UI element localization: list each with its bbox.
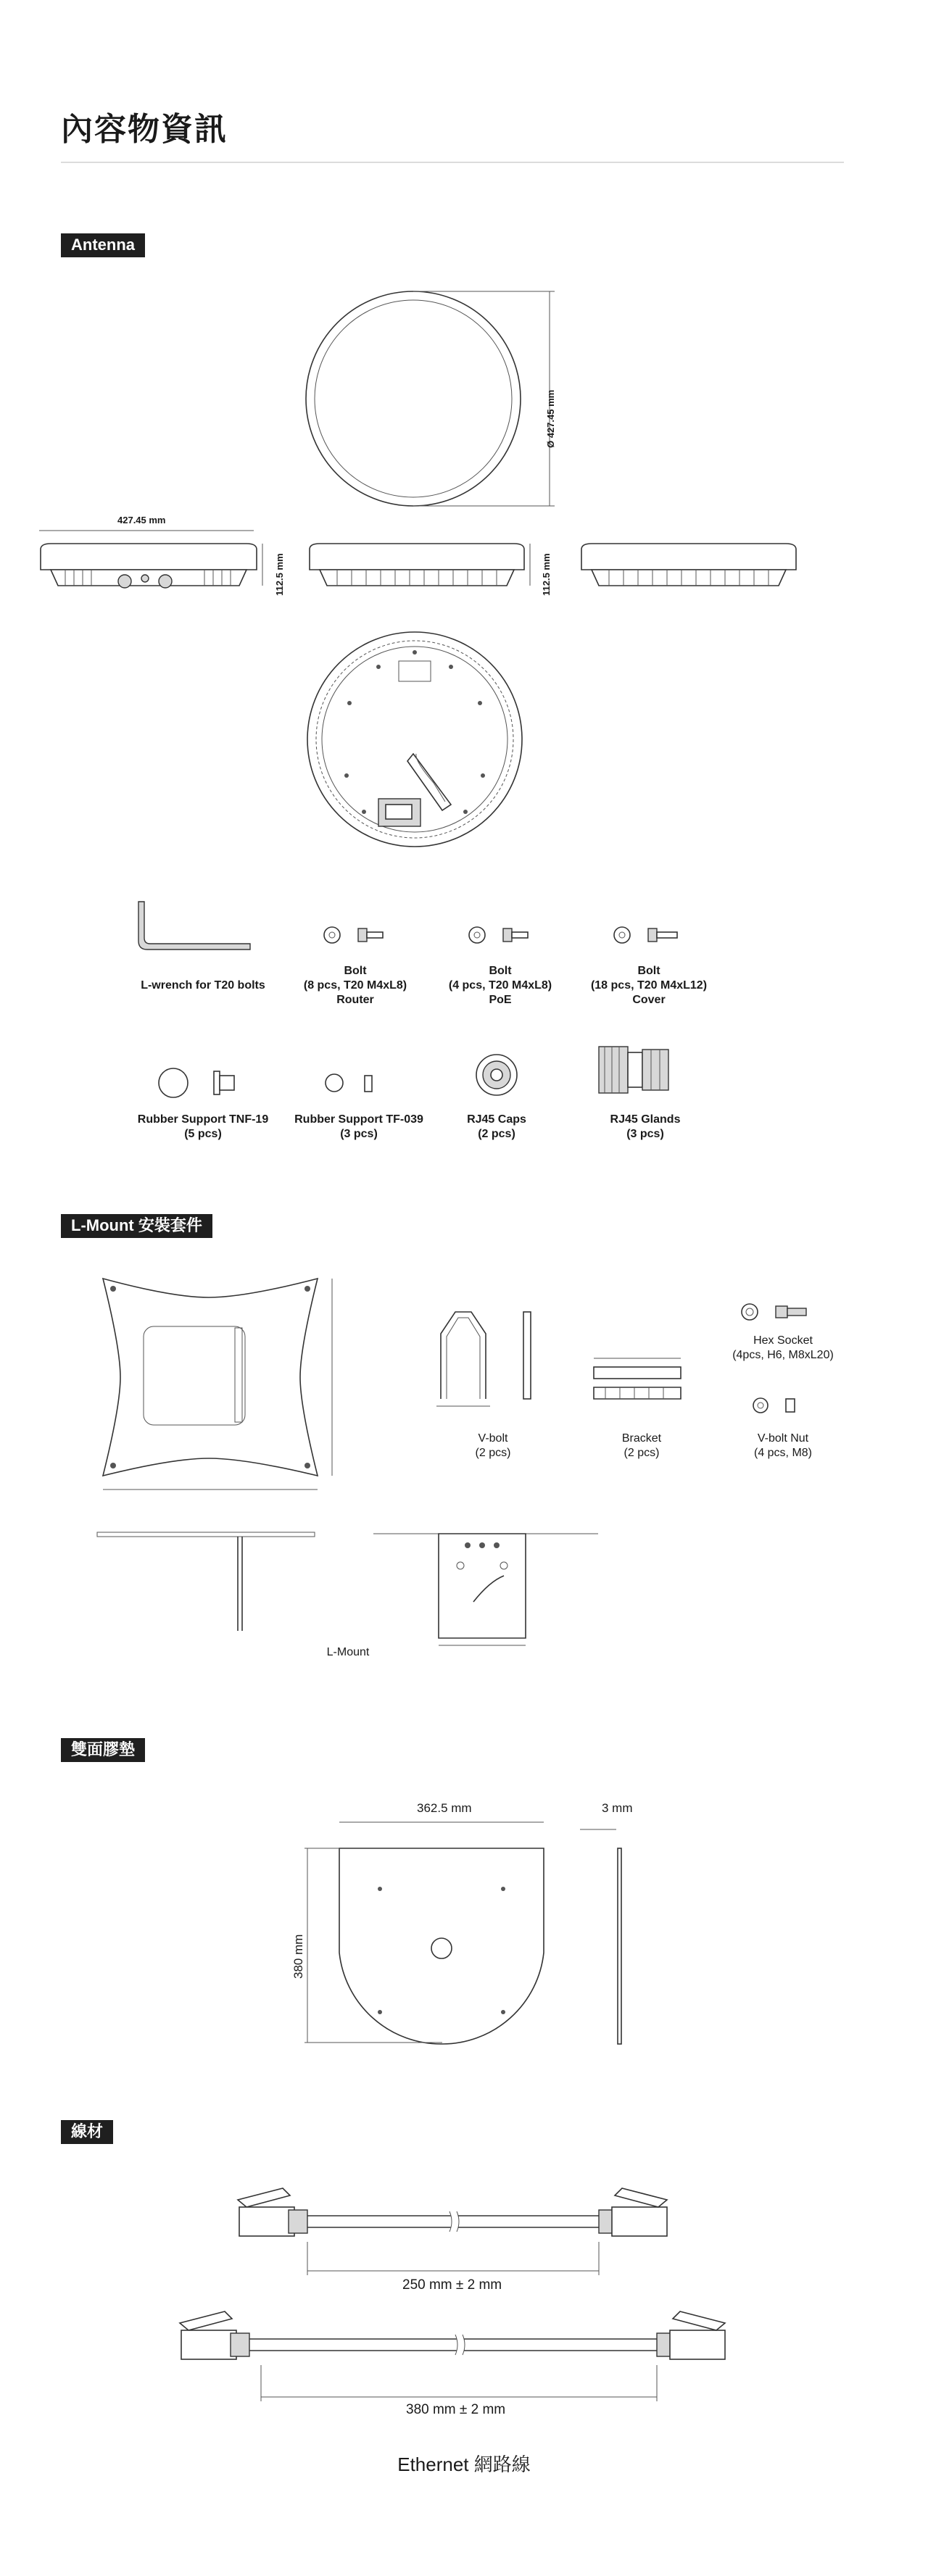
item-caption-bolt-poe: Bolt (4 pcs, T20 M4xL8) PoE bbox=[448, 965, 552, 1006]
lmount-caption: L-Mount bbox=[326, 1646, 370, 1658]
rubber-support-icon bbox=[323, 1071, 381, 1097]
lmount-plate-drawing bbox=[93, 1268, 347, 1515]
cable-length-380: 380 mm ± 2 mm bbox=[406, 2402, 506, 2417]
item-caption-l-wrench: L-wrench for T20 bolts bbox=[141, 979, 265, 992]
rj45-cap-icon bbox=[471, 1050, 522, 1100]
bolt-icon bbox=[322, 924, 387, 946]
rj45-gland-icon bbox=[596, 1042, 676, 1100]
antenna-side-view-back bbox=[580, 544, 805, 609]
antenna-side-view-middle bbox=[308, 544, 533, 609]
pad-thickness-dim: 3 mm bbox=[602, 1801, 633, 1815]
pad-height-dim: 380 mm bbox=[291, 1934, 305, 1979]
item-caption-rj45-glands: RJ45 Glands (3 pcs) bbox=[610, 1113, 681, 1140]
antenna-bottom-view bbox=[306, 631, 531, 863]
antenna-height-dim-a: 112.5 mm bbox=[274, 553, 285, 596]
page-title: 內容物資訊 bbox=[61, 112, 228, 147]
ethernet-cable-380 bbox=[174, 2309, 754, 2410]
pad-width-dim: 362.5 mm bbox=[417, 1801, 472, 1815]
antenna-top-view bbox=[304, 290, 536, 522]
vbolt-drawing bbox=[434, 1305, 564, 1421]
cable-length-250: 250 mm ± 2 mm bbox=[402, 2277, 502, 2293]
lmount-front-drawing bbox=[366, 1529, 605, 1645]
section-label-antenna: Antenna bbox=[61, 233, 145, 257]
rubber-support-icon bbox=[156, 1065, 243, 1102]
l-wrench-icon bbox=[134, 899, 257, 957]
vbolt-nut-caption: V-bolt Nut (4 pcs, M8) bbox=[753, 1432, 812, 1459]
bolt-icon bbox=[467, 924, 532, 946]
hex-socket-caption: Hex Socket (4pcs, H6, M8xL20) bbox=[732, 1334, 834, 1361]
lmount-side-drawing bbox=[94, 1529, 326, 1638]
cable-caption: Ethernet 網路線 bbox=[397, 2454, 531, 2475]
bracket-drawing bbox=[591, 1355, 692, 1406]
vbolt-nut-icon bbox=[751, 1396, 802, 1415]
antenna-diameter-dim: Ø 427.45 mm bbox=[545, 389, 556, 448]
item-caption-rubber-tnf19: Rubber Support TNF-19 (5 pcs) bbox=[137, 1113, 269, 1140]
bracket-caption: Bracket (2 pcs) bbox=[621, 1432, 662, 1459]
item-caption-bolt-cover: Bolt (18 pcs, T20 M4xL12) Cover bbox=[590, 965, 708, 1006]
item-caption-rj45-caps: RJ45 Caps (2 pcs) bbox=[467, 1113, 526, 1140]
ethernet-cable-250 bbox=[232, 2185, 696, 2287]
section-label-cable: 線材 bbox=[61, 2120, 113, 2144]
vbolt-caption: V-bolt (2 pcs) bbox=[475, 1432, 511, 1459]
item-caption-bolt-router: Bolt (8 pcs, T20 M4xL8) Router bbox=[303, 965, 407, 1006]
hex-socket-icon bbox=[740, 1301, 812, 1323]
pad-drawing bbox=[304, 1819, 638, 2051]
section-label-lmount: L-Mount 安裝套件 bbox=[61, 1214, 212, 1238]
title-divider bbox=[61, 162, 844, 163]
antenna-side-view-front bbox=[36, 528, 268, 607]
section-label-pad: 雙面膠墊 bbox=[61, 1738, 145, 1762]
item-caption-rubber-tf039: Rubber Support TF-039 (3 pcs) bbox=[294, 1113, 423, 1140]
bolt-icon bbox=[612, 924, 677, 946]
antenna-width-dim: 427.45 mm bbox=[117, 515, 166, 525]
antenna-height-dim-b: 112.5 mm bbox=[541, 553, 552, 596]
